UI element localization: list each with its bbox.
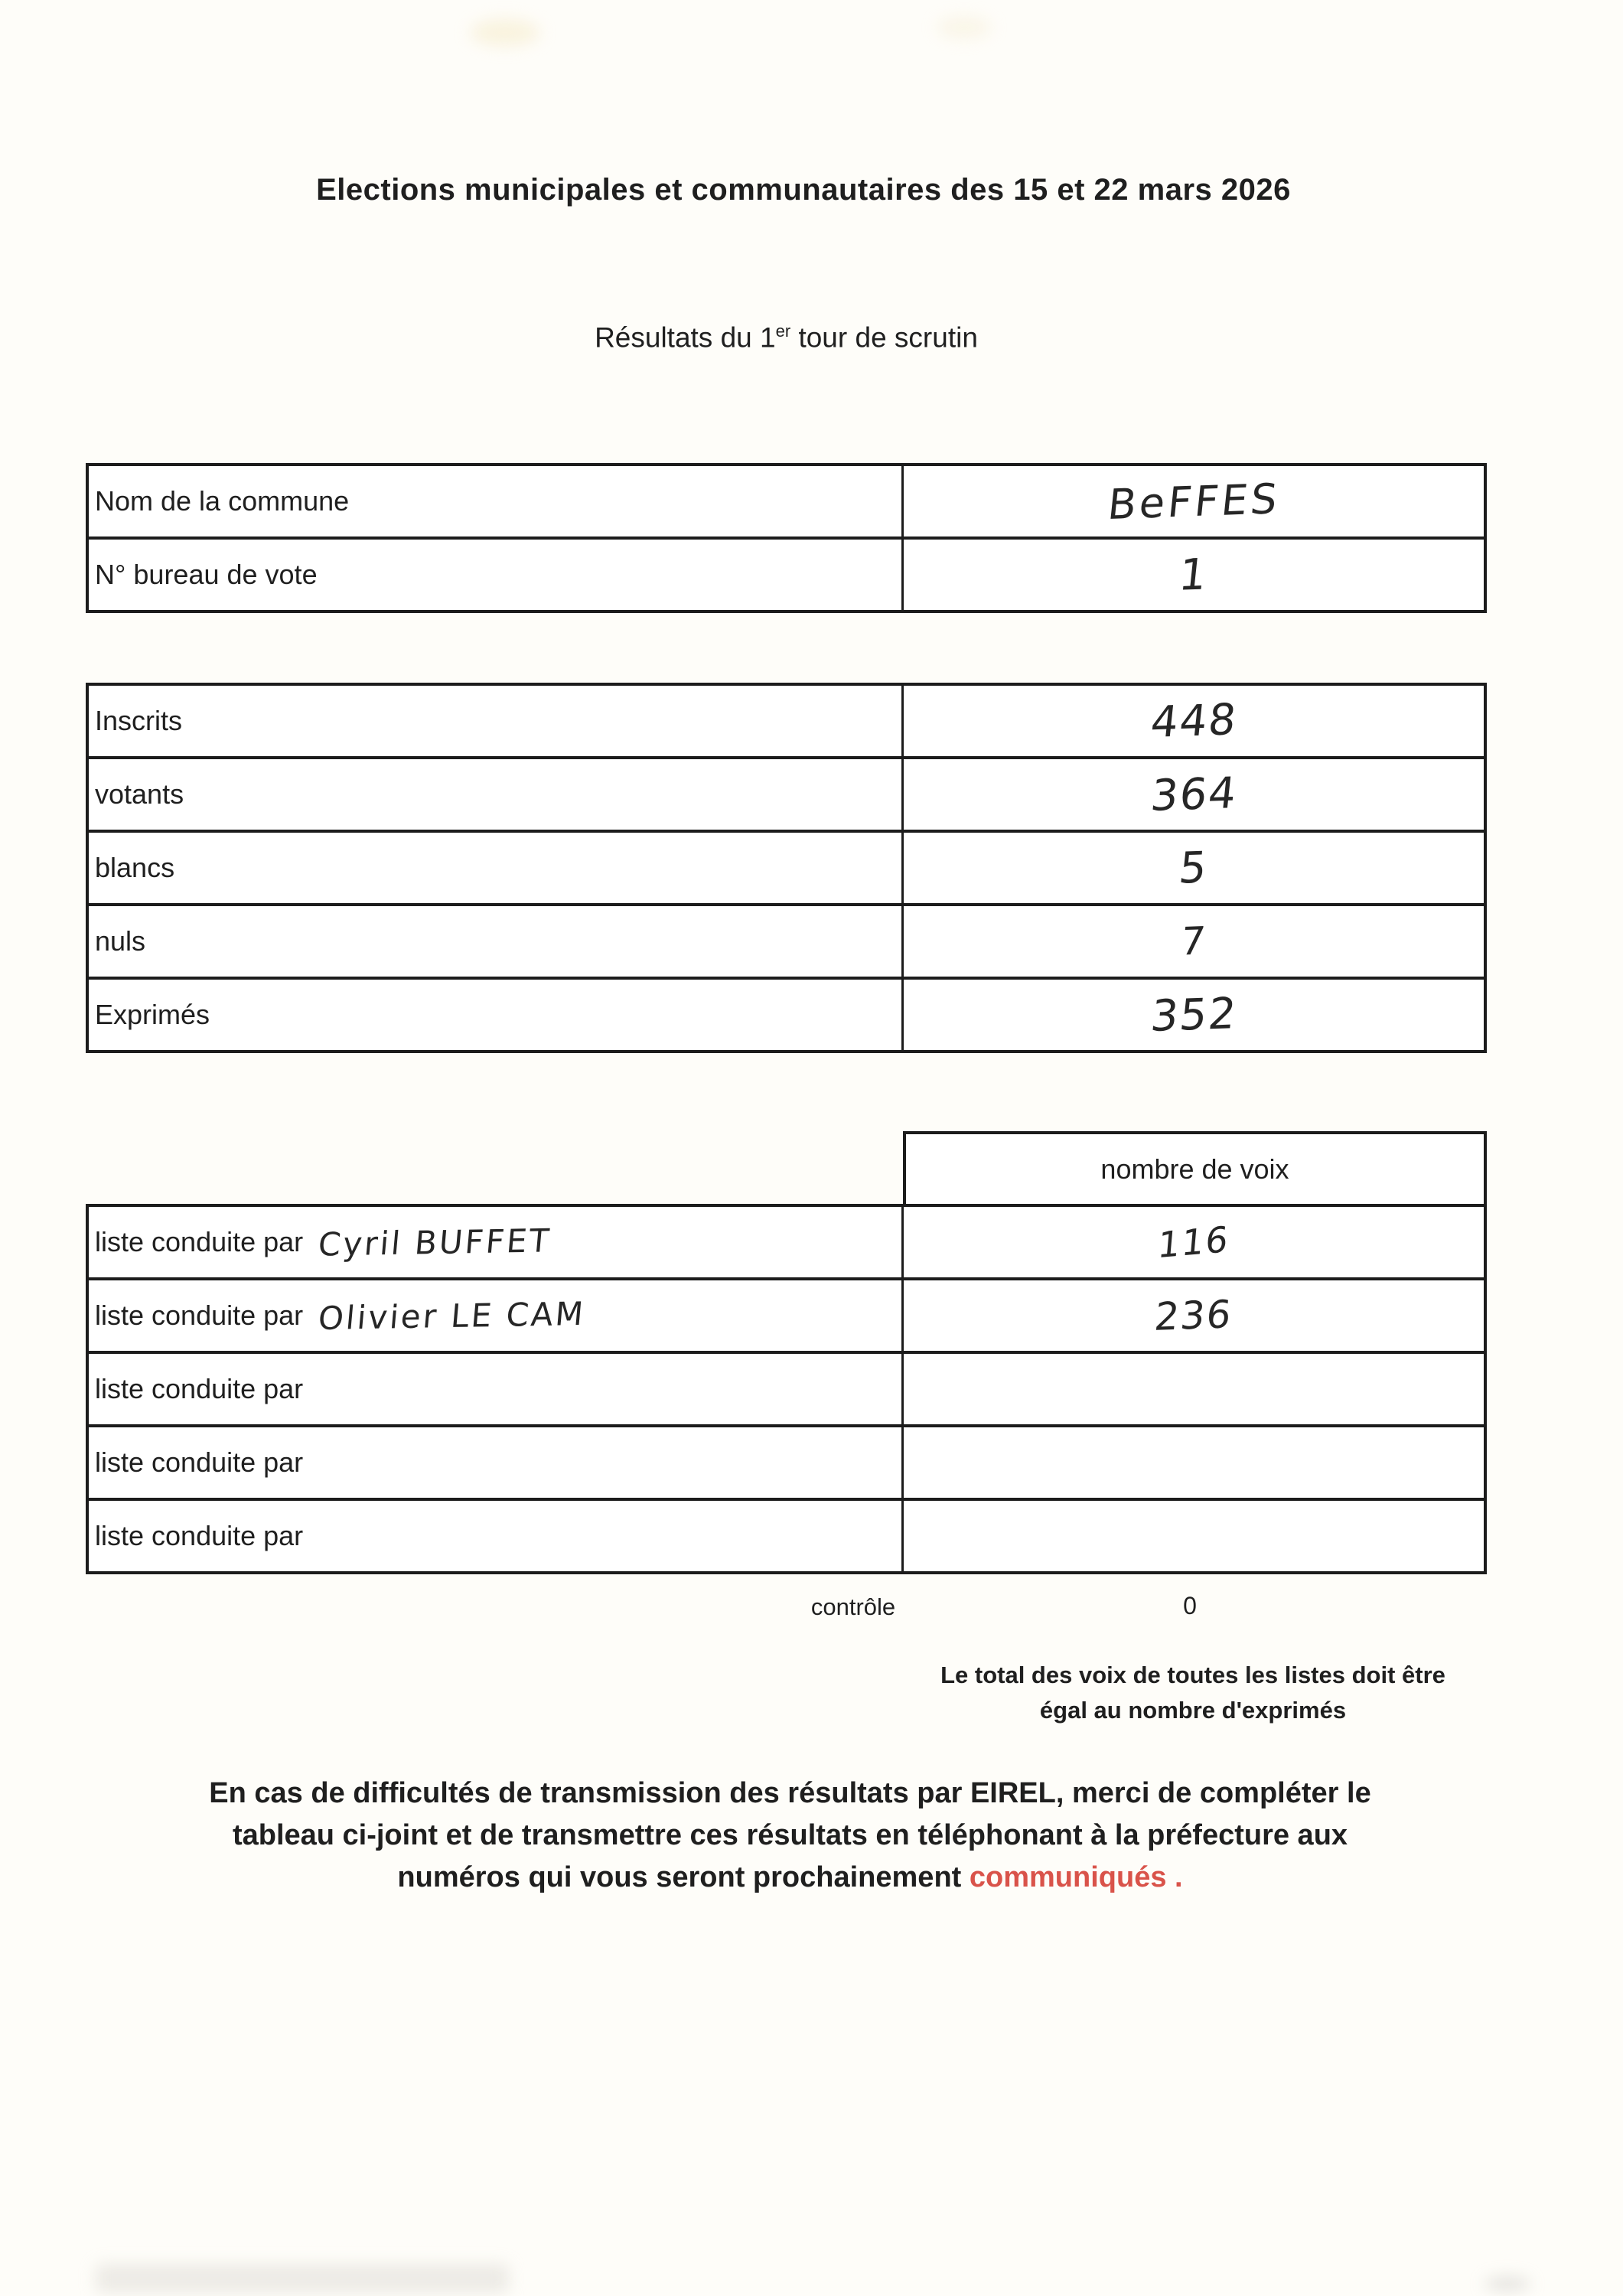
table-row [89, 540, 1484, 610]
control-label: contrôle [810, 1593, 896, 1620]
list-label: liste conduite par [95, 1446, 304, 1478]
row-value-cell [904, 466, 1484, 536]
row-label [89, 1427, 904, 1498]
row-value-cell [904, 906, 1484, 977]
footer-highlight-word: communiqués . [969, 1861, 1183, 1893]
commune-table [86, 463, 1487, 613]
handwritten-inscrits: 448 [1148, 694, 1240, 748]
subtitle-prefix: Résultats du 1 [595, 321, 776, 354]
subtitle-suffix: tour de scrutin [790, 321, 978, 354]
counts-table [86, 683, 1487, 1053]
row-value-cell [904, 1427, 1484, 1498]
handwritten-votes: 116 [1155, 1218, 1232, 1267]
total-votes-note [894, 1658, 1492, 1728]
row-label [89, 1501, 904, 1571]
row-label: Nom de la commune [89, 466, 904, 536]
scan-artifact [471, 19, 539, 46]
row-label: nuls [89, 906, 904, 977]
handwritten-bureau-number: 1 [1176, 549, 1211, 601]
table-row [89, 759, 1484, 833]
page-title: Elections municipales et communautaires des 15 et 22 mars 2026 [316, 173, 1291, 207]
row-value-cell [904, 759, 1484, 830]
table-row [89, 906, 1484, 980]
row-value-cell [904, 833, 1484, 903]
table-row [89, 466, 1484, 540]
table-row [89, 1354, 1484, 1427]
footer-line-3 [73, 1857, 1507, 1899]
row-value-cell [904, 686, 1484, 756]
row-value-cell [904, 1354, 1484, 1424]
list-label: liste conduite par [95, 1520, 304, 1551]
footer-line-1: En cas de difficultés de transmission des résultats par EIREL, merci de compléter le [209, 1777, 1371, 1809]
handwritten-commune-name: BeFFES [1105, 474, 1282, 529]
subtitle-superscript: er [775, 321, 791, 341]
row-label: Exprimés [89, 980, 904, 1050]
control-value: 0 [1183, 1592, 1197, 1619]
votes-column-header: nombre de voix [903, 1131, 1487, 1207]
note-line-1: Le total des voix de toutes les listes doit être [940, 1662, 1445, 1688]
list-label: liste conduite par [95, 1300, 304, 1331]
handwritten-exprimes: 352 [1148, 988, 1240, 1042]
handwritten-votes: 236 [1152, 1292, 1235, 1339]
footer-line-2: tableau ci-joint et de transmettre ces résultats en téléphonant à la préfecture aux [232, 1819, 1348, 1851]
scan-artifact [1484, 2277, 1530, 2291]
row-label: votants [89, 759, 904, 830]
row-value-cell [904, 540, 1484, 610]
row-value-cell [904, 1280, 1484, 1351]
table-row [89, 686, 1484, 759]
page-subtitle [0, 321, 1572, 354]
footer-line-3-prefix: numéros qui vous seront prochainement [397, 1861, 970, 1893]
row-label: Inscrits [89, 686, 904, 756]
note-line-2: égal au nombre d'exprimés [1039, 1697, 1347, 1724]
table-row [89, 1427, 1484, 1501]
handwritten-votants: 364 [1148, 768, 1240, 821]
row-value-cell [904, 1207, 1484, 1277]
handwritten-blancs: 5 [1176, 842, 1211, 894]
row-label: N° bureau de vote [89, 540, 904, 610]
list-label: liste conduite par [95, 1226, 304, 1257]
lists-table [86, 1204, 1487, 1574]
transmission-instructions [73, 1773, 1507, 1899]
handwritten-nuls: 7 [1178, 918, 1209, 964]
row-label [89, 1207, 904, 1277]
row-value-cell [904, 980, 1484, 1050]
row-label [89, 1280, 904, 1351]
table-row [89, 833, 1484, 906]
handwritten-list-leader: Olivier LE CAM [317, 1294, 588, 1337]
list-label: liste conduite par [95, 1373, 304, 1404]
table-row [89, 980, 1484, 1050]
table-row [89, 1501, 1484, 1571]
row-value-cell [904, 1501, 1484, 1571]
table-row [89, 1207, 1484, 1280]
scan-artifact [937, 17, 991, 38]
scan-artifact [96, 2264, 509, 2293]
row-label: blancs [89, 833, 904, 903]
handwritten-list-leader: Cyril BUFFET [317, 1221, 553, 1264]
table-row [89, 1280, 1484, 1354]
row-label [89, 1354, 904, 1424]
